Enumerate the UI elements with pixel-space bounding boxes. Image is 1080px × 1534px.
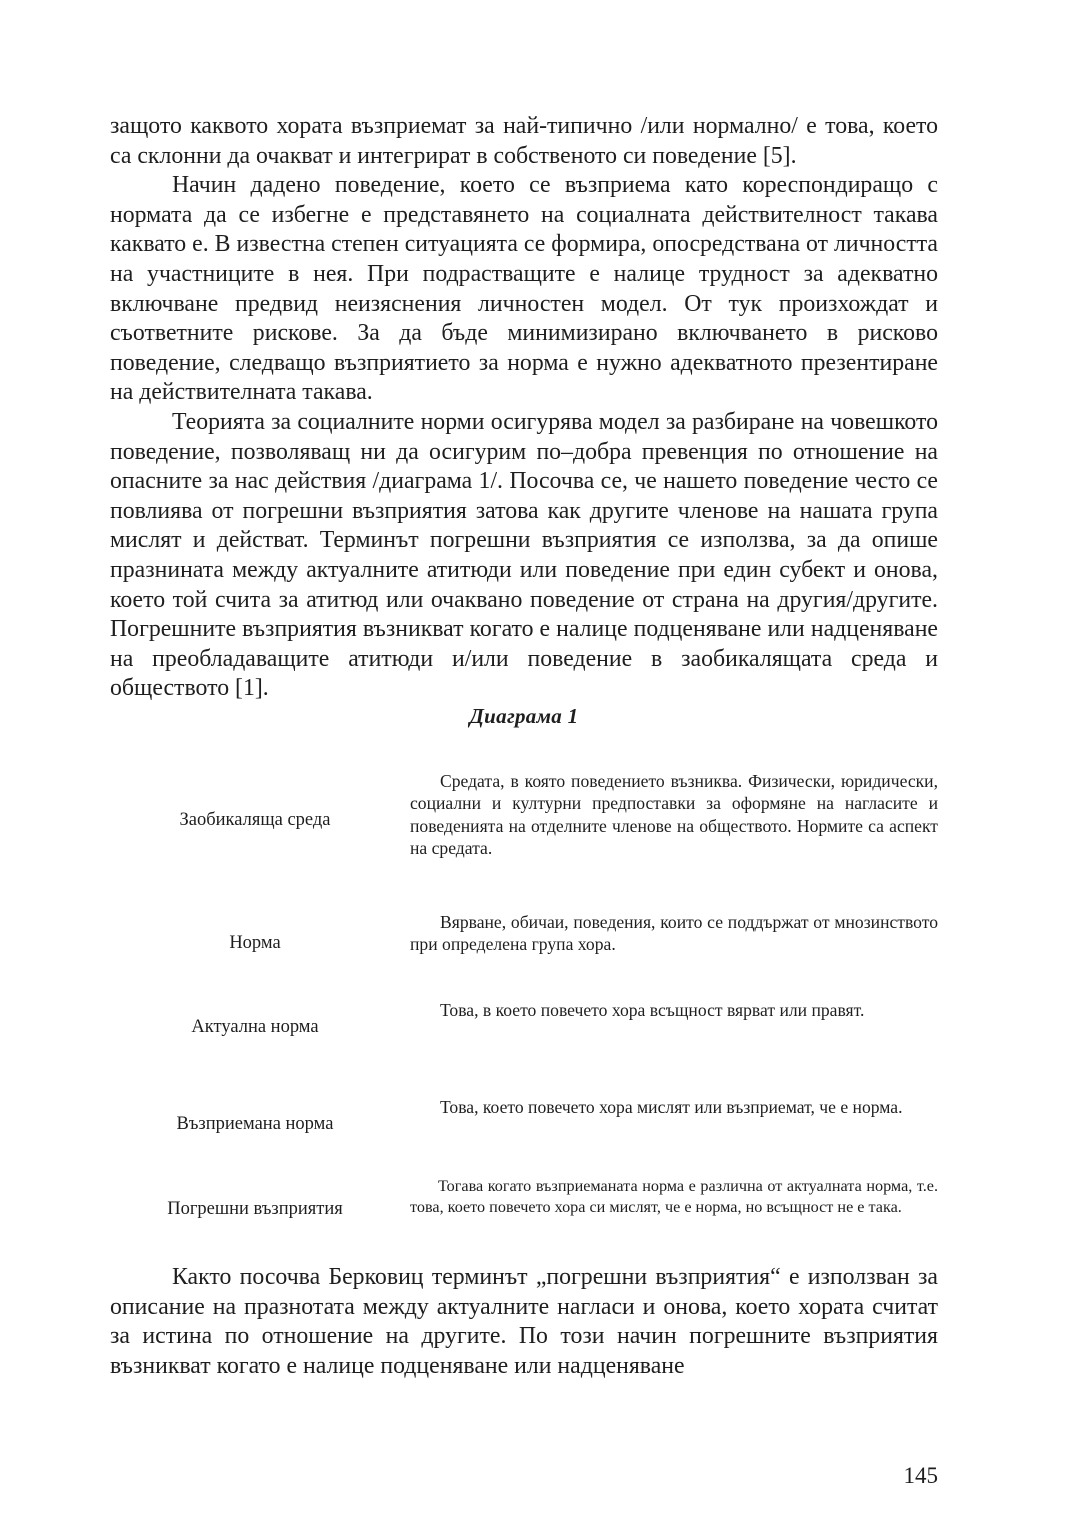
- diagram-caption: Диаграма 1: [469, 704, 579, 728]
- paragraph-norm-representation: Начин дадено поведение, което се възприема като кореспондиращо с нормата да се избегне е представянето на социалната действителност такава каквато е. В известна степен ситуацията се формира, опосредствана от личността на участниците в нея. При подрастващите е налице трудност за адекватно включване предвид неизяснения личностен модел. От тук произхождат и съответните рискове. За да бъде минимизирано включването в рисково поведение, следващо възприятието за норма е нужно адекватното презентиране на действителната такава.: [110, 172, 938, 406]
- diagram-definition-misperceptions: Тогава когато възприеманата норма е различна от актуалната норма, т.е. това, което повечето хора си мислят, че е норма, но всъщност не е така.: [410, 1177, 938, 1216]
- paragraph-berkowitz: Както посочва Берковиц терминът „погрешни възприятия“ е използван за описание на празнотата между актуалните нагласи и онова, което хората считат за истина по отношение на другите. По този начин погрешните възприятия възникват когато е налице подценяване или надценяване: [110, 1264, 938, 1379]
- diagram-term-actual-norm: Актуална норма: [191, 1017, 319, 1037]
- diagram-definition-actual-norm: Това, в което повечето хора всъщност вярват или правят.: [440, 1000, 865, 1020]
- diagram-definition-perceived-norm: Това, което повечето хора мислят или възприемат, че е норма.: [440, 1097, 903, 1117]
- bottom-text-block: [110, 1263, 938, 1381]
- paragraph-continuation: защото каквото хората възприемат за най-типично /или нормално/ е това, което са склонни да очакват и интегрират в собственото си поведение [5].: [110, 113, 938, 169]
- page-number: 145: [903, 1463, 938, 1488]
- top-text-block: [110, 112, 938, 704]
- paragraph-social-norms-theory: Теорията за социалните норми осигурява модел за разбиране на човешкото поведение, позволяващ ни да осигурим по–добра превенция по отношение на опасните за нас действия /диаграма 1/. Посочва се, че нашето поведение често се повлиява от погрешни възприятия затова как другите членове на нашата група мислят и действат. Терминът погрешни възприятия се използва, за да опише празнината между актуалните атитюди или поведение при един субект и онова, което той счита за атитюд или очаквано поведение от страна на другия/другите. Погрешните възприятия възникват когато е налице подценяване или надценяване на преобладаващите атитюди и/или поведение в заобикалящата среда и обществото [1].: [110, 408, 938, 702]
- diagram-term-norm: Норма: [229, 933, 281, 953]
- diagram-term-perceived-norm: Възприемана норма: [176, 1114, 334, 1134]
- diagram-definition-environment: Средата, в която поведението възниква. Физически, юридически, социални и културни предпоставки за оформяне на нагласите и поведенията на отделните членове на обществото. Нормите са аспект на средата.: [410, 771, 938, 859]
- diagram-term-misperceptions: Погрешни възприятия: [167, 1199, 343, 1219]
- diagram-term-environment: Заобикаляща среда: [179, 810, 331, 830]
- diagram-definition-norm: Вярване, обичаи, поведения, които се поддържат от мнозинството при определена група хора.: [410, 912, 938, 955]
